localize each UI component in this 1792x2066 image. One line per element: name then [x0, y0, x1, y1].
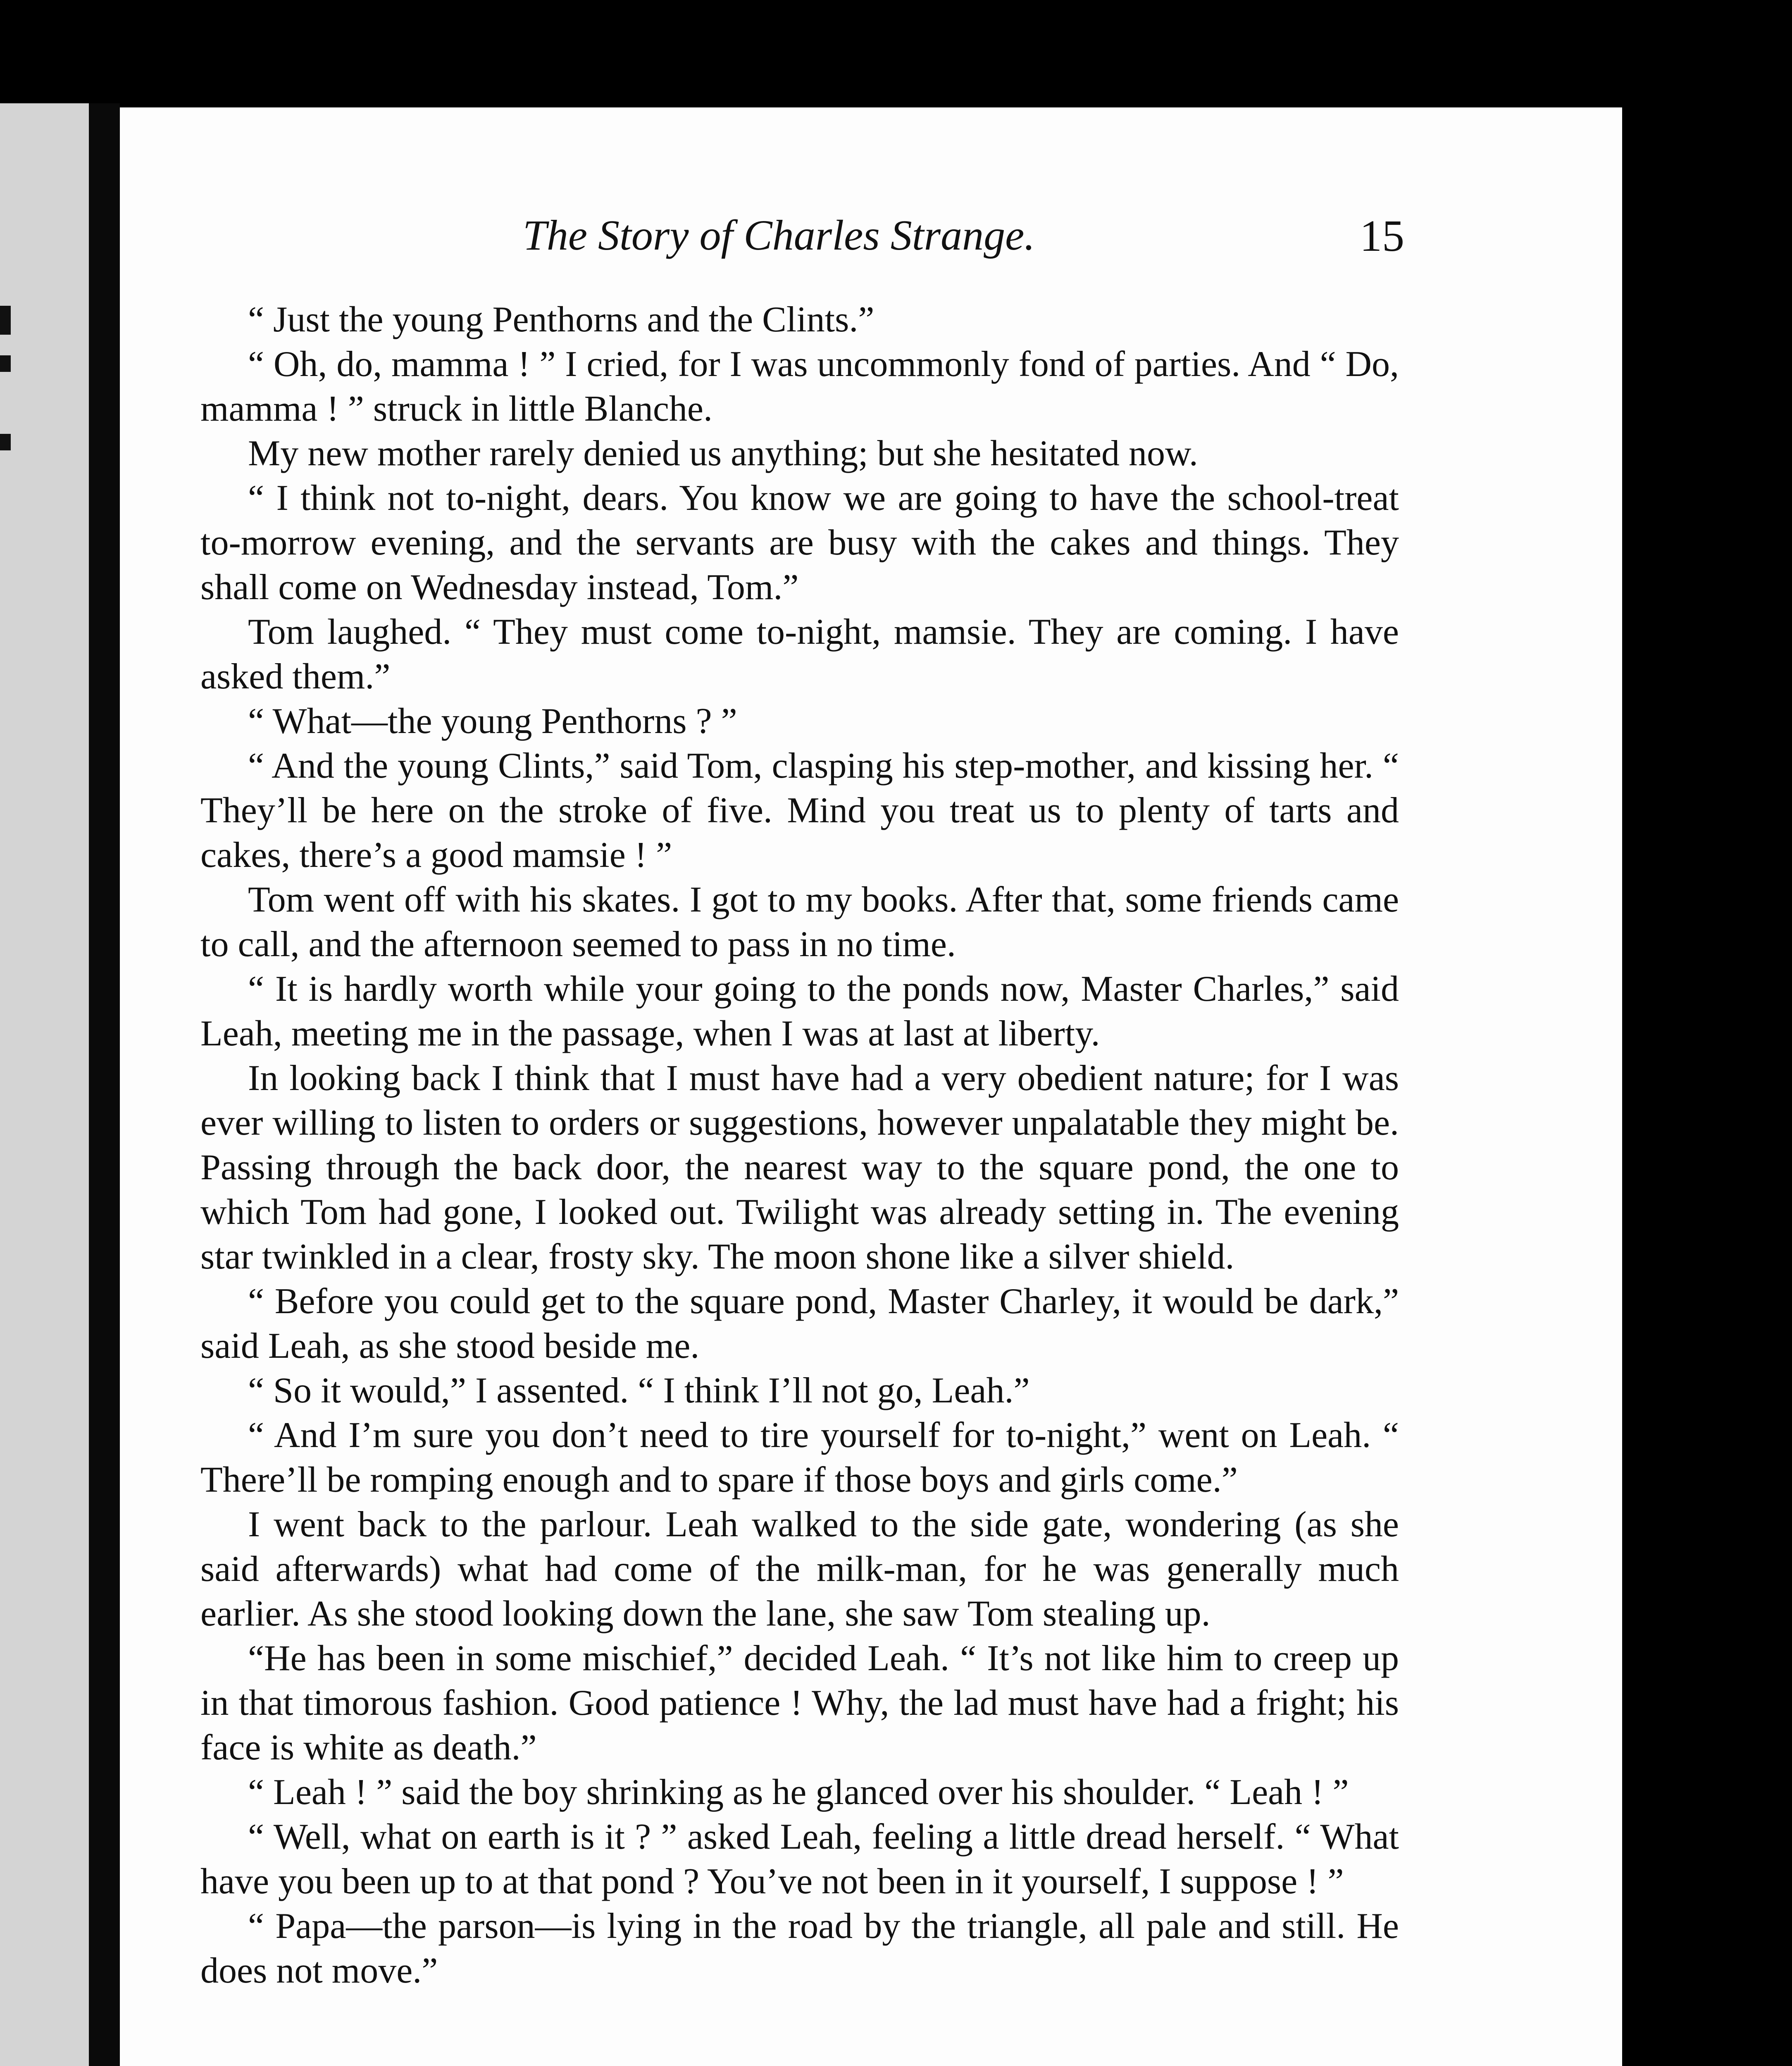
book-gutter: [89, 103, 120, 2066]
paragraph: In looking back I think that I must have had a very obedient nature; for I was ever willing to listen to orders or suggestions, however unpalatable they might be. Passing through the back door, the nearest way to the square pond, the one to which Tom had gone, I looked out. Twilight was already setting in. The evening star twinkled in a clear, frosty sky. The moon shone like a silver shield.: [200, 1058, 1399, 1277]
paragraph: “ Just the young Penthorns and the Clints.”: [248, 300, 875, 340]
paragraph: “ I think not to-night, dears. You know we are going to have the school-treat to-morrow evening, and the servants are busy with the cakes and things. They shall come on Wednesday instead, Tom.”: [200, 478, 1399, 607]
left-page-edge: [0, 103, 89, 2066]
paragraph: Tom went off with his skates. I got to my books. After that, some friends came to call, and the afternoon seemed to pass in no time.: [200, 880, 1399, 964]
left-page-text-fragment: [0, 355, 11, 372]
paragraph: Tom laughed. “ They must come to-night, mamsie. They are coming. I have asked them.”: [200, 612, 1399, 697]
paragraph: “ Oh, do, mamma ! ” I cried, for I was uncommonly fond of parties. And “ Do, mamma ! ” struck in little Blanche.: [200, 344, 1399, 429]
paragraph: “ And I’m sure you don’t need to tire yourself for to-night,” went on Leah. “ There’ll be romping enough and to spare if those boys and girls come.”: [200, 1415, 1399, 1500]
body-text: [200, 298, 1399, 1993]
book-page: [120, 107, 1622, 2066]
paragraph: “ Leah ! ” said the boy shrinking as he glanced over his shoulder. “ Leah ! ”: [248, 1772, 1349, 1812]
paragraph: “He has been in some mischief,” decided Leah. “ It’s not like him to creep up in that timorous fashion. Good patience ! Why, the lad must have had a fright; his face is white as death.”: [200, 1638, 1399, 1768]
paragraph: I went back to the parlour. Leah walked to the side gate, wondering (as she said afterwards) what had come of the milk-man, for he was generally much earlier. As she stood looking down the lane, she saw Tom stealing up.: [200, 1504, 1399, 1634]
left-page-text-fragment: [0, 306, 11, 335]
paragraph: “ Before you could get to the square pond, Master Charley, it would be dark,” said Leah, as she stood beside me.: [200, 1281, 1399, 1366]
page-number: 15: [1360, 212, 1404, 261]
paragraph: “ Well, what on earth is it ? ” asked Leah, feeling a little dread herself. “ What have you been up to at that pond ? You’ve not been in it yourself, I suppose ! ”: [200, 1817, 1399, 1902]
paragraph: “ It is hardly worth while your going to the ponds now, Master Charles,” said Leah, meeting me in the passage, when I was at last at liberty.: [200, 969, 1399, 1054]
paragraph: “ Papa—the parson—is lying in the road by the triangle, all pale and still. He does not move.”: [200, 1906, 1399, 1991]
paragraph: “ What—the young Penthorns ? ”: [248, 701, 737, 741]
left-page-text-fragment: [0, 434, 11, 450]
running-title: The Story of Charles Strange.: [523, 212, 1035, 259]
page-header: [120, 211, 1622, 273]
paragraph: “ So it would,” I assented. “ I think I’ll not go, Leah.”: [248, 1371, 1030, 1411]
paragraph: My new mother rarely denied us anything; but she hesitated now.: [248, 433, 1198, 474]
paragraph: “ And the young Clints,” said Tom, clasping his step-mother, and kissing her. “ They’ll be here on the stroke of five. Mind you treat us to plenty of tarts and cakes, there’s a good mamsie ! ”: [200, 746, 1399, 875]
